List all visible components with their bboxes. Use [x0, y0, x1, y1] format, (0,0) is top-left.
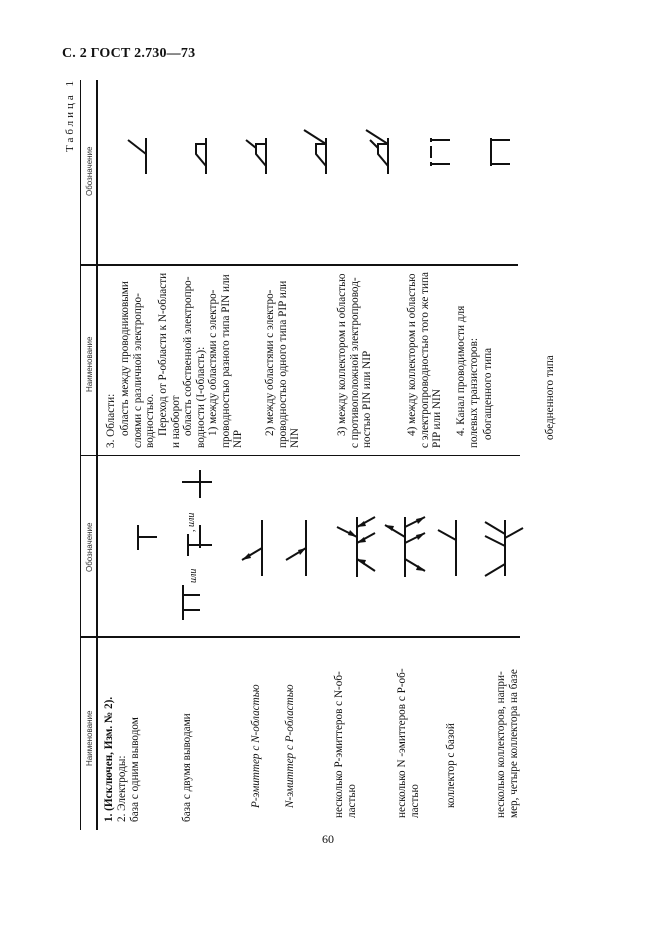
left-name-row-2: 2. Электроды:: [116, 755, 128, 822]
i-region-same-type-symbol: [244, 136, 274, 176]
page-header: С. 2 ГОСТ 2.730—73: [62, 46, 196, 61]
right-name-row-1: 3. Области:: [105, 393, 117, 448]
left-name-row-3: база с одним выводом: [129, 717, 141, 822]
right-name-row-5: 1) между областями с электро- проводностью разного типа PIN или NIP: [207, 274, 245, 448]
or-label-1: или: [188, 568, 199, 583]
n-emitter-p-region-symbol: [284, 518, 314, 580]
base-two-leads-symbol: [180, 470, 230, 630]
collector-opposite-region-symbol: [302, 130, 336, 176]
base-one-lead-symbol: [135, 520, 165, 560]
right-name-row-7: 3) между коллектором и областью с противоположной электропровод- ностью PIN или NIP: [336, 273, 374, 448]
right-name-row-3: Переход от P-области к N-области и наоборот: [157, 272, 182, 448]
col-header-left-name: Наименование: [85, 710, 94, 766]
left-name-row-8: несколько N -эмиттеров с P-об- ластью: [396, 668, 421, 818]
right-name-row-2: область между проводниковыми слоями с различной электропро- водностью.: [119, 281, 157, 448]
or-label-2: , или: [186, 512, 197, 532]
right-name-row-9: 4. Канал проводимости для полевых транзисторов:: [455, 305, 480, 448]
left-name-row-9: коллектор с базой: [445, 723, 457, 808]
channel-enhancement-symbol: [428, 138, 458, 168]
left-name-row-1: 1. (Исключен, Изм. № 2).: [103, 696, 115, 822]
left-name-row-5: P-эмиттер с N-областью: [250, 684, 262, 808]
p-emitter-n-region-symbol: [240, 518, 270, 580]
page-number: 60: [322, 832, 334, 846]
row-divider-bottom: [80, 636, 520, 638]
right-name-row-10: обогащенного типа: [482, 347, 494, 440]
left-name-row-4: база с двумя выводами: [181, 713, 193, 822]
right-name-row-11: обедненного типа: [544, 355, 556, 440]
right-name-row-6: 2) между областями с электро- проводностью одного типа PIP или NIN: [264, 280, 302, 448]
collector-with-base-symbol: [436, 518, 466, 580]
row-divider-top: [80, 264, 518, 266]
channel-depletion-symbol: [488, 138, 518, 168]
left-name-row-7: несколько P-эмиттеров с N-об- ластью: [333, 671, 358, 818]
multiple-p-emitters-symbol: [335, 515, 375, 580]
table-caption: Таблица 1: [64, 77, 76, 152]
i-region-different-type-symbol: [184, 136, 214, 176]
collector-same-region-symbol: [364, 130, 398, 176]
right-name-row-4: область собственной электропро- водности (I-область):: [182, 276, 207, 448]
col-header-right-symbol: Обозначение: [85, 146, 94, 196]
row-divider-middle: [80, 455, 520, 456]
multiple-collectors-symbol: [485, 518, 527, 580]
left-name-row-6: N-эмиттер с P-областью: [284, 684, 296, 808]
col-header-left-symbol: Обозначение: [85, 522, 94, 572]
region-between-layers-symbol: [124, 136, 154, 176]
multiple-n-emitters-symbol: [385, 515, 427, 580]
col-header-right-name: Наименование: [85, 336, 94, 392]
right-name-row-8: 4) между коллектором и областью с электропроводностью того же типа PIP или NIN: [406, 272, 444, 448]
left-name-row-10: несколько коллекторов, напри- мер, четыре коллектора на базе: [495, 669, 520, 818]
